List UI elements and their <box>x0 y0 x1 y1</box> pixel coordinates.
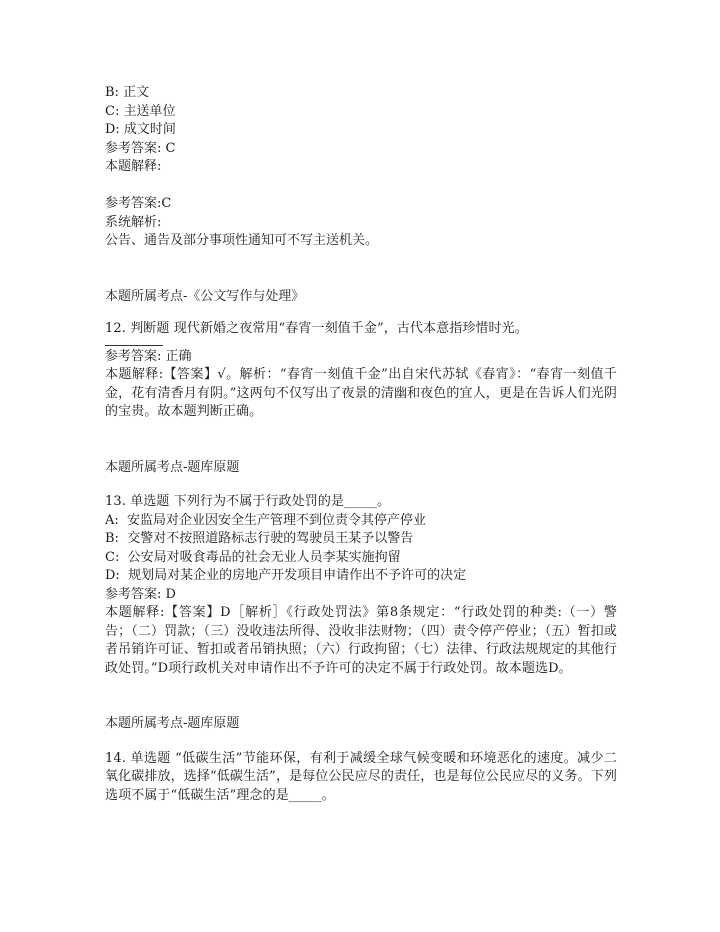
q11-option-c: C: 主送单位 <box>105 103 176 119</box>
q14-stem: 14. 单选题 “低碳生活”节能环保，有利于减缓全球气候变暖和环境恶化的速度。减少二氧化碳排放，选择“低碳生活”，是每位公民应尽的责任，也是每位公民应尽的义务。下列选项不属于“低碳生活”理念的是_____。 <box>105 750 617 803</box>
q11-system-label: 系统解析: <box>105 214 162 230</box>
spacer <box>105 734 617 750</box>
spacer <box>105 477 617 493</box>
q13-option-b: B: 交警对不按照道路标志行驶的驾驶员王某予以警告 <box>105 531 414 546</box>
q13-stem: 13. 单选题 下列行为不属于行政处罚的是_____。 <box>105 494 391 509</box>
q13-answer: 参考答案: D <box>105 586 176 602</box>
q11-answer-2: 参考答案:C <box>105 196 172 211</box>
q11-explanation-label: 本题解释: <box>105 159 162 174</box>
q13-option-c: C: 公安局对吸食毒品的社会无业人员李某实施拘留 <box>105 549 401 565</box>
q13-option-a: A: 安监局对企业因安全生产管理不到位责令其停产停业 <box>105 512 427 528</box>
document-page <box>105 84 617 805</box>
spacer <box>105 306 617 320</box>
answer-separator-rule <box>105 339 163 346</box>
q11-option-b: B: 正文 <box>105 85 150 100</box>
spacer <box>105 422 617 459</box>
q11-answer: 参考答案: C <box>105 140 176 156</box>
q13-topic: 本题所属考点-题库原题 <box>105 716 240 731</box>
q12-stem: 12. 判断题 现代新婚之夜常用“春宵一刻值千金”，古代本意指珍惜时光。 <box>105 321 528 336</box>
q13-explanation: 本题解释:【答案】D［解析］《行政处罚法》第8条规定：“行政处罚的种类:（一）警告；（二）罚款；（三）没收违法所得、没收非法财物；（四）责令停产停业；（五）暂扣或者吊销许可证、暂扣或者吊销执照；（六）行政拘留；（七）法律、行政法规规定的其他行政处罚。”D项行政机关对申请作出不予许可的决定不属于行政处罚。故本题选D。 <box>105 605 617 676</box>
q12-answer: 参考答案: 正确 <box>105 348 192 364</box>
q13-option-d: D: 规划局对某企业的房地产开发项目申请作出不予许可的决定 <box>105 568 467 583</box>
q11-option-d: D: 成文时间 <box>105 122 176 137</box>
spacer <box>105 177 617 196</box>
q12-explanation: 本题解释:【答案】√。解析：“春宵一刻值千金”出自宋代苏轼《春宵》：“春宵一刻值千金，花有清香月有阴。”这两句不仅写出了夜景的清幽和夜色的宜人，更是在告诉人们光阴的宝贵。故本题判断正确。 <box>105 367 617 419</box>
spacer <box>105 678 617 715</box>
spacer <box>105 251 617 288</box>
q12-topic: 本题所属考点-题库原题 <box>105 459 240 475</box>
q11-system-text: 公告、通告及部分事项性通知可不写主送机关。 <box>105 233 379 248</box>
q11-topic: 本题所属考点-《公文写作与处理》 <box>105 288 305 304</box>
